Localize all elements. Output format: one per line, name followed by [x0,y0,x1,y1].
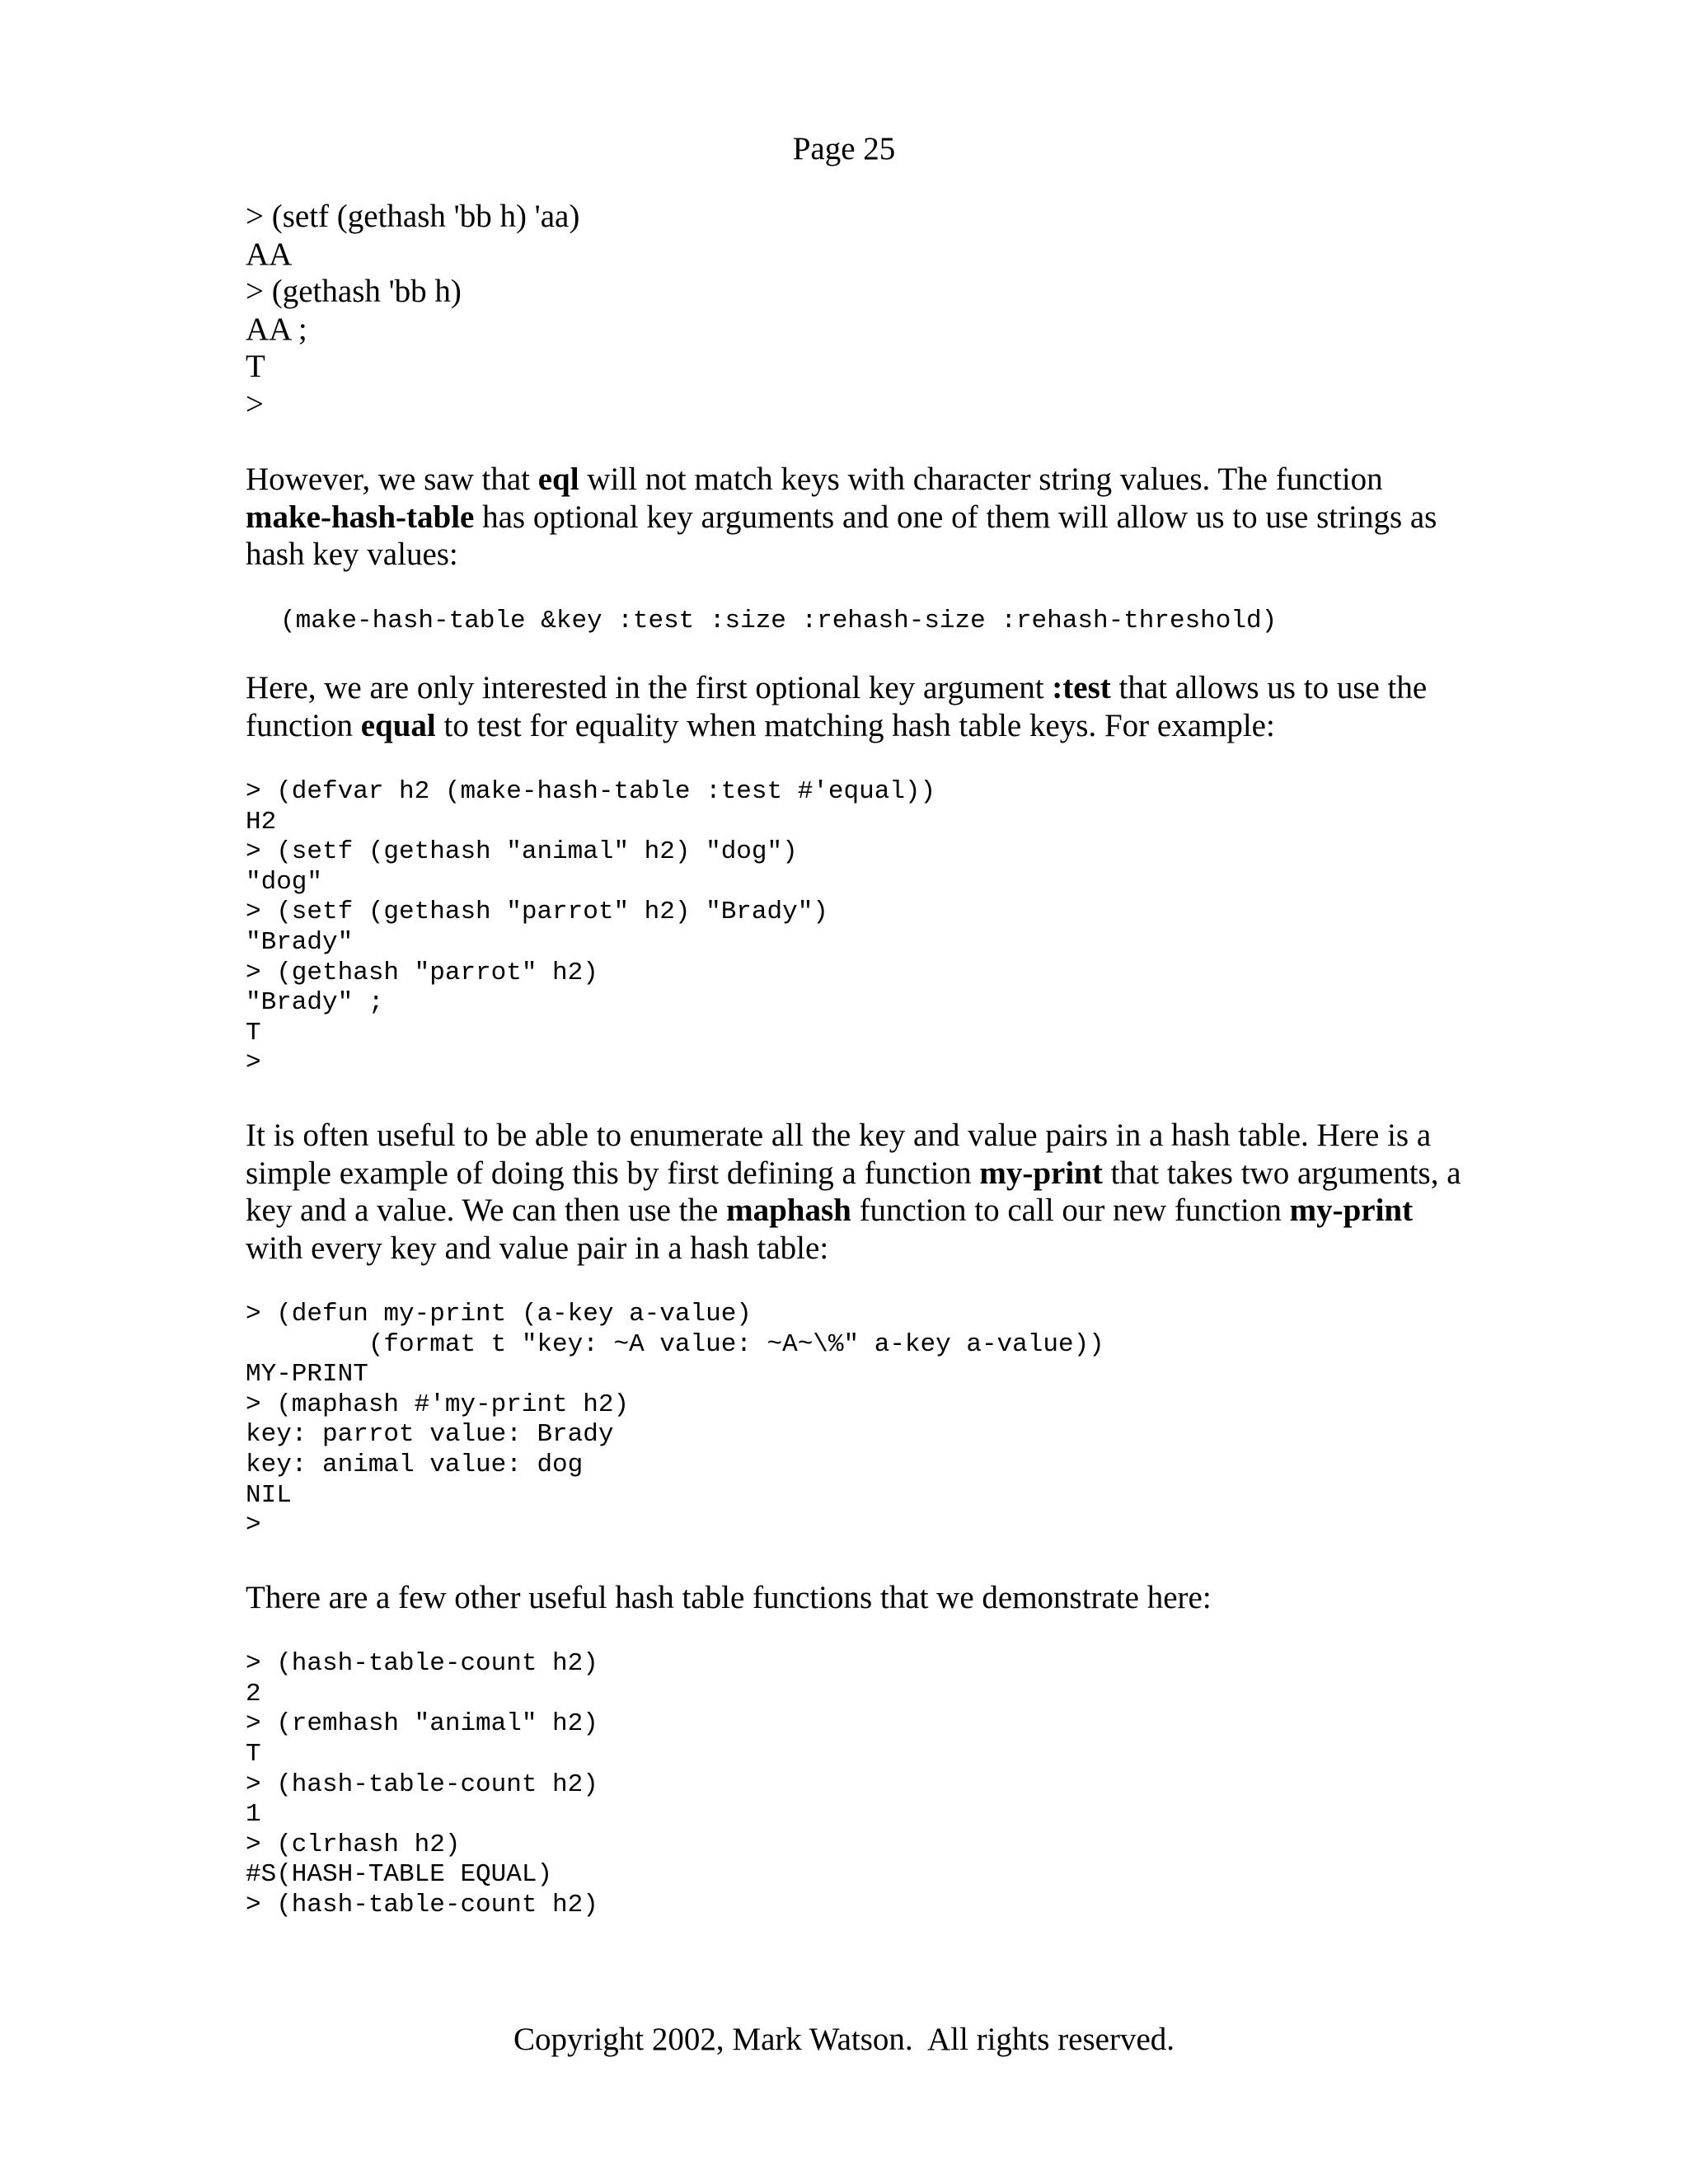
repl-line: T [246,349,265,384]
paragraph-text: that takes two arguments, a key and a value. We can then use the [246,1155,1461,1229]
code-line: > (defun my-print (a-key a-value) [246,1300,752,1329]
code-line: "dog" [246,867,323,897]
repl-line: AA ; [246,311,307,347]
paragraph-text: with every key and value pair in a hash table: [246,1230,829,1266]
code-line: > (gethash "parrot" h2) [246,958,598,987]
term-equal: equal [360,707,436,743]
paragraph-other-functions: There are a few other useful hash table functions that we demonstrate here: [246,1579,1212,1615]
term-maphash: maphash [726,1193,851,1229]
code-line: T [246,1740,261,1769]
code-line: > (hash-table-count h2) [246,1891,598,1920]
page-number: Page 25 [792,131,896,166]
code-line: > [246,1048,261,1078]
paragraph-eql-strings [246,461,1465,574]
copyright-footer: Copyright 2002, Mark Watson. All rights reserved. [513,2022,1175,2057]
code-line: (make-hash-table &key :test :size :rehash-size :rehash-threshold) [280,606,1278,635]
code-line: T [246,1018,261,1047]
term-make-hash-table: make-hash-table [246,499,475,535]
code-line: #S(HASH-TABLE EQUAL) [246,1860,553,1890]
repl-line: > [246,386,264,422]
code-block-maphash [246,1300,1465,1541]
repl-line: AA [246,236,293,272]
paragraph-text: However, we saw that [246,462,538,497]
code-line: key: parrot value: Brady [246,1420,614,1450]
code-line: > (hash-table-count h2) [246,1649,598,1679]
code-line: > (defvar h2 (make-hash-table :test #'equal)) [246,777,936,807]
repl-line: > (setf (gethash 'bb h) 'aa) [246,199,580,234]
repl-line: > (gethash 'bb h) [246,274,462,309]
page-body [246,198,1465,1921]
code-line: key: animal value: dog [246,1451,584,1479]
paragraph-text: has optional key arguments and one of them will allow us to use strings as hash key values: [246,499,1437,572]
code-line: > [246,1511,261,1540]
code-line: NIL [246,1480,292,1510]
term-eql: eql [537,462,579,497]
code-line: > (hash-table-count h2) [246,1769,598,1799]
code-line: H2 [246,807,277,837]
term-test: :test [1052,670,1111,706]
function-signature [246,607,1465,637]
code-line: > (maphash #'my-print h2) [246,1390,630,1419]
code-line: MY-PRINT [246,1360,368,1390]
code-line: (format t "key: ~A value: ~A~\%" a-key a-value)) [246,1329,1104,1359]
paragraph-test-argument [246,669,1465,744]
code-line: > (remhash "animal" h2) [246,1709,598,1739]
term-my-print: my-print [1289,1193,1414,1229]
paragraph-text: Here, we are only interested in the first optional key argument [246,670,1053,706]
paragraph-maphash [246,1117,1465,1267]
repl-block-gethash [246,198,1465,423]
paragraph-text: will not match keys with character string values. The function [579,462,1383,497]
code-block-defvar [246,777,1465,1079]
code-line: 1 [246,1800,261,1830]
code-line: > (setf (gethash "animal" h2) "dog") [246,837,798,867]
paragraph-text: to test for equality when matching hash table keys. For example: [435,707,1275,743]
code-line: > (clrhash h2) [246,1830,461,1859]
paragraph-text: It is often useful to be able to enumerate all the key and value pairs in a hash table. Here is a simple example of doing this by first defining a function [246,1118,1432,1191]
code-line: 2 [246,1679,261,1708]
paragraph-text: that allows us to use the function [246,670,1428,743]
paragraph-text: function to call our new function [851,1193,1290,1229]
code-line: "Brady" [246,928,354,958]
code-line: "Brady" ; [246,988,384,1018]
term-my-print: my-print [979,1155,1103,1191]
code-block-hash-table-count [246,1649,1465,1920]
code-line: > (setf (gethash "parrot" h2) "Brady") [246,898,828,927]
